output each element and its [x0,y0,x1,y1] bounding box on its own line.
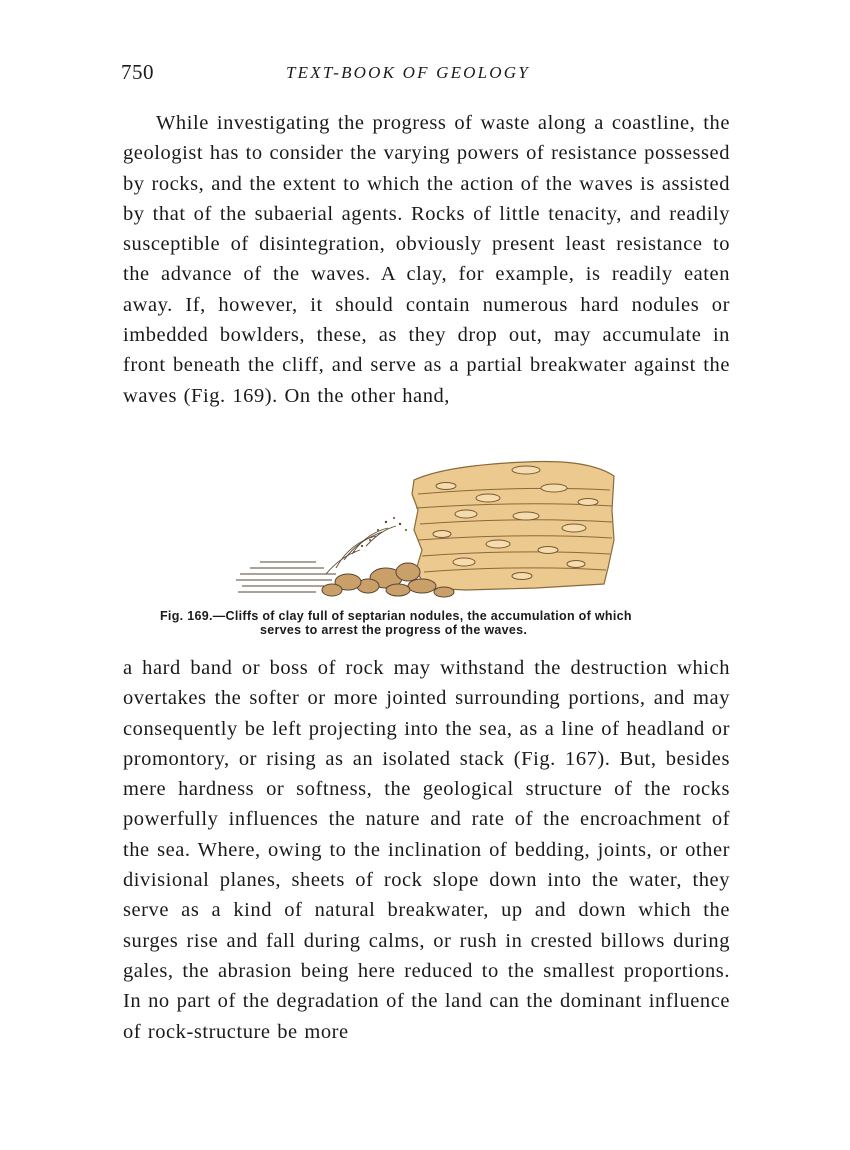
body-paragraph: While investigating the progress of waste along a coastline, the geologist has to consider the varying powers of resistance possessed by rocks, and the extent to which the action of the waves is assisted by that of the subaerial agents. Rocks of little tenacity, and readily susceptible of disintegration, obviously present least resistance to the advance of the waves. A clay, for example, is readily eaten away. If, however, it should contain numerous hard nodules or imbedded bowlders, these, as they drop out, may accumulate in front beneath the cliff, and serve as a partial breakwater against the waves (Fig. 169). On the other hand, [123,112,730,407]
running-title: TEXT-BOOK OF GEOLOGY [286,63,530,82]
figure-caption [160,609,720,637]
sea-surface [236,562,336,592]
caption-line: serves to arrest the progress of the waves. [260,623,528,637]
cliff-illustration [236,450,616,600]
caption-line: Fig. 169.—Cliffs of clay full of septarian nodules, the accumulation of which [160,609,632,623]
figure-169-illustration [236,450,616,600]
body-paragraph: a hard band or boss of rock may withstand the destruction which overtakes the softer or more jointed surrounding portions, and may consequently be left projecting into the sea, as a line of headland or promontory, or rising as an isolated stack (Fig. 167). But, besides mere hardness or softness, the geological structure of the rocks powerfully influences the nature and rate of the encroachment of the sea. Where, owing to the inclination of bedding, joints, or other divisional planes, sheets of rock slope down into the water, they serve as a kind of natural breakwater, up and down which the surges rise and fall during calms, or rush in crested billows during gales, the abrasion being here reduced to the smallest proportions. In no part of the degradation of the land can the dominant influence of rock-structure be more [123,657,730,1043]
page-header [121,60,731,88]
wave-spray [326,526,396,574]
page-number: 750 [121,60,154,84]
spray-dots [353,517,407,553]
